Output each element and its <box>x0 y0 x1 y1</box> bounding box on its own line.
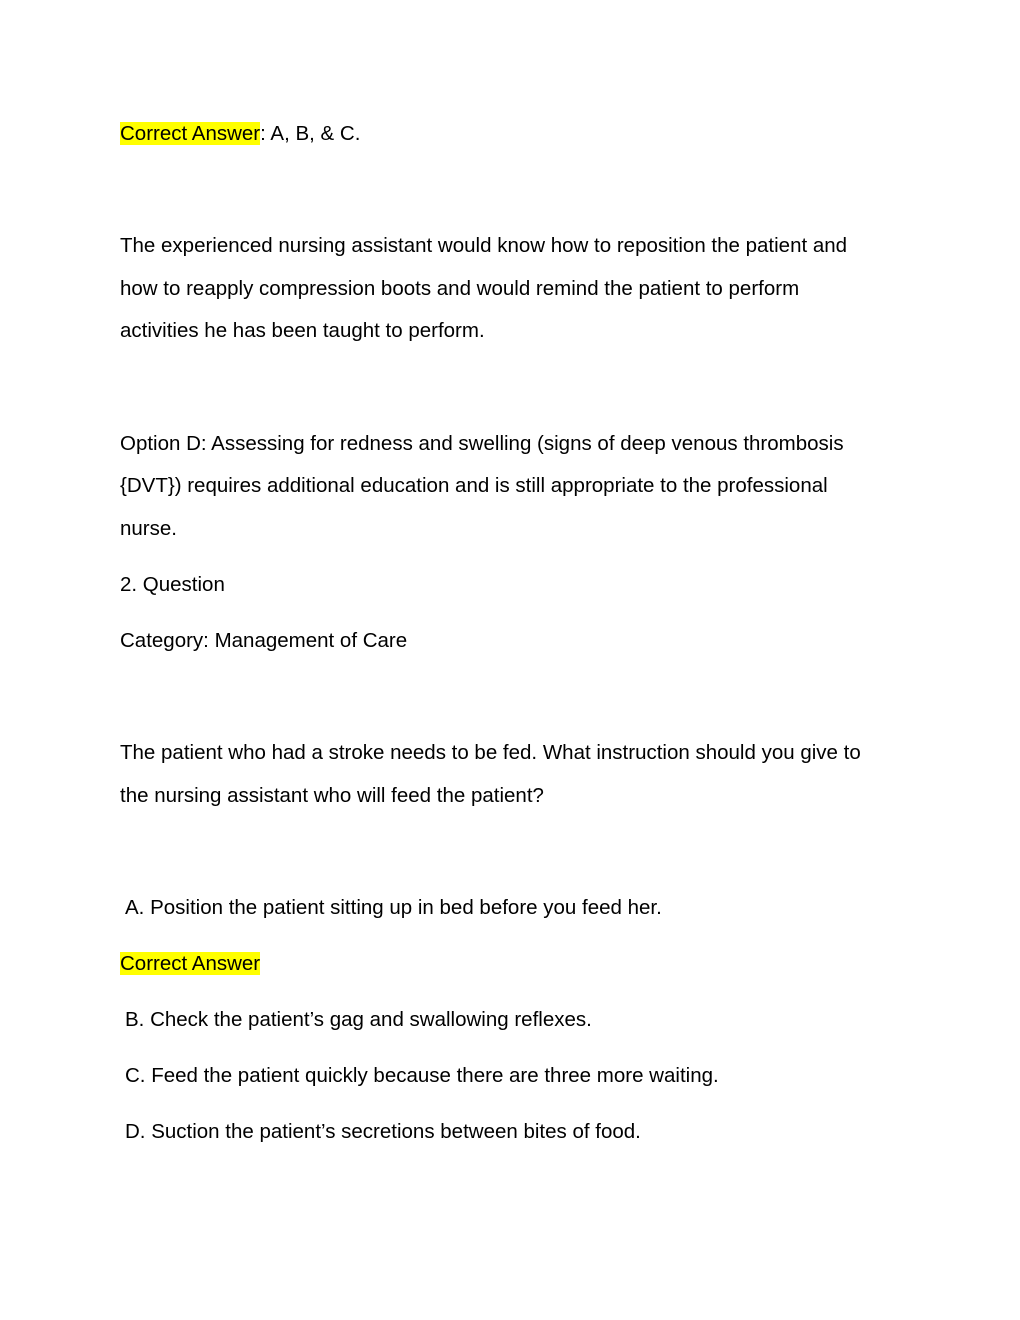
question-number: 2. Question <box>120 573 225 596</box>
answer-option-b: B. Check the patient’s gag and swallowing reflexes. <box>125 1008 592 1031</box>
rationale-line-3: activities he has been taught to perform. <box>120 319 485 342</box>
question-stem-line-1: The patient who had a stroke needs to be fed. What instruction should you give to <box>120 741 861 764</box>
correct-answer-marker <box>120 949 260 979</box>
option-d-note-line-3: nurse. <box>120 517 177 540</box>
answer-option-d: D. Suction the patient’s secretions between bites of food. <box>125 1120 641 1143</box>
correct-answer-highlight: Correct Answer <box>120 122 261 145</box>
answer-option-a: A. Position the patient sitting up in bed before you feed her. <box>125 896 662 919</box>
answer-line <box>120 119 360 149</box>
rationale-line-1: The experienced nursing assistant would know how to reposition the patient and <box>120 234 848 257</box>
option-d-note-line-2: {DVT}) requires additional education and is still appropriate to the professional <box>120 474 828 497</box>
question-stem-line-2: the nursing assistant who will feed the patient? <box>120 784 544 807</box>
rationale-line-2: how to reapply compression boots and would remind the patient to perform <box>120 277 800 300</box>
correct-answer-highlight: Correct Answer <box>120 952 261 975</box>
correct-answer-value: : A, B, & C. <box>260 122 361 145</box>
question-category: Category: Management of Care <box>120 629 408 652</box>
answer-option-c: C. Feed the patient quickly because there are three more waiting. <box>125 1064 719 1087</box>
option-d-note-line-1: Option D: Assessing for redness and swelling (signs of deep venous thrombosis <box>120 432 844 455</box>
